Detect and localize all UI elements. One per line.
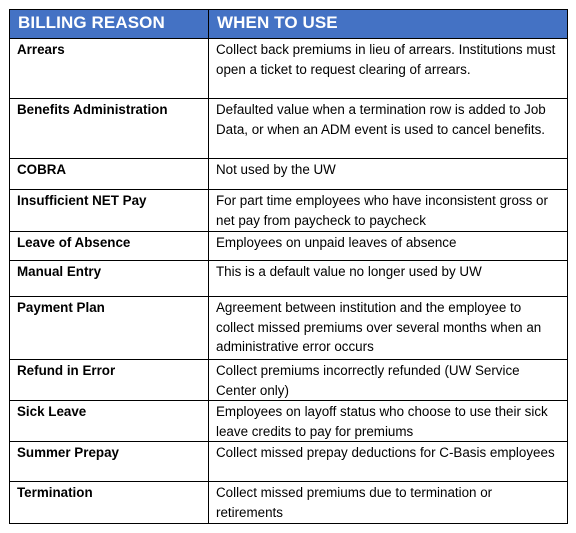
billing-reason-cell: Benefits Administration: [10, 99, 209, 159]
billing-reason-cell: Refund in Error: [10, 360, 209, 401]
header-billing-reason: BILLING REASON: [10, 10, 209, 39]
billing-reason-cell: Termination: [10, 482, 209, 523]
table-row: [10, 159, 568, 190]
billing-reason-cell: Sick Leave: [10, 401, 209, 442]
when-to-use-cell: Defaulted value when a termination row is added to Job Data, or when an ADM event is used to cancel benefits.: [209, 99, 568, 159]
when-to-use-cell: Collect missed premiums due to termination or retirements: [209, 482, 568, 523]
table-row: [10, 190, 568, 232]
billing-reason-cell: Summer Prepay: [10, 442, 209, 482]
billing-reason-cell: Insufficient NET Pay: [10, 190, 209, 232]
table-row: [10, 297, 568, 360]
table-row: [10, 442, 568, 482]
billing-reason-table: [9, 9, 568, 524]
when-to-use-cell: Collect missed prepay deductions for C-Basis employees: [209, 442, 568, 482]
when-to-use-cell: This is a default value no longer used by UW: [209, 261, 568, 297]
table-row: [10, 39, 568, 99]
billing-reason-cell: COBRA: [10, 159, 209, 190]
table-header-row: [10, 10, 568, 39]
table-row: [10, 261, 568, 297]
table-row: [10, 482, 568, 523]
billing-reason-cell: Leave of Absence: [10, 232, 209, 261]
when-to-use-cell: Employees on unpaid leaves of absence: [209, 232, 568, 261]
table-row: [10, 99, 568, 159]
billing-reason-cell: Payment Plan: [10, 297, 209, 360]
when-to-use-cell: Collect premiums incorrectly refunded (UW Service Center only): [209, 360, 568, 401]
when-to-use-cell: Not used by the UW: [209, 159, 568, 190]
when-to-use-cell: For part time employees who have inconsistent gross or net pay from paycheck to paycheck: [209, 190, 568, 232]
billing-reason-cell: Arrears: [10, 39, 209, 99]
header-when-to-use: WHEN TO USE: [209, 10, 568, 39]
when-to-use-cell: Collect back premiums in lieu of arrears. Institutions must open a ticket to request clearing of arrears.: [209, 39, 568, 99]
table-row: [10, 232, 568, 261]
table-row: [10, 360, 568, 401]
table-row: [10, 401, 568, 442]
when-to-use-cell: Agreement between institution and the employee to collect missed premiums over several months when an administrative error occurs: [209, 297, 568, 360]
billing-reason-cell: Manual Entry: [10, 261, 209, 297]
when-to-use-cell: Employees on layoff status who choose to use their sick leave credits to pay for premiums: [209, 401, 568, 442]
